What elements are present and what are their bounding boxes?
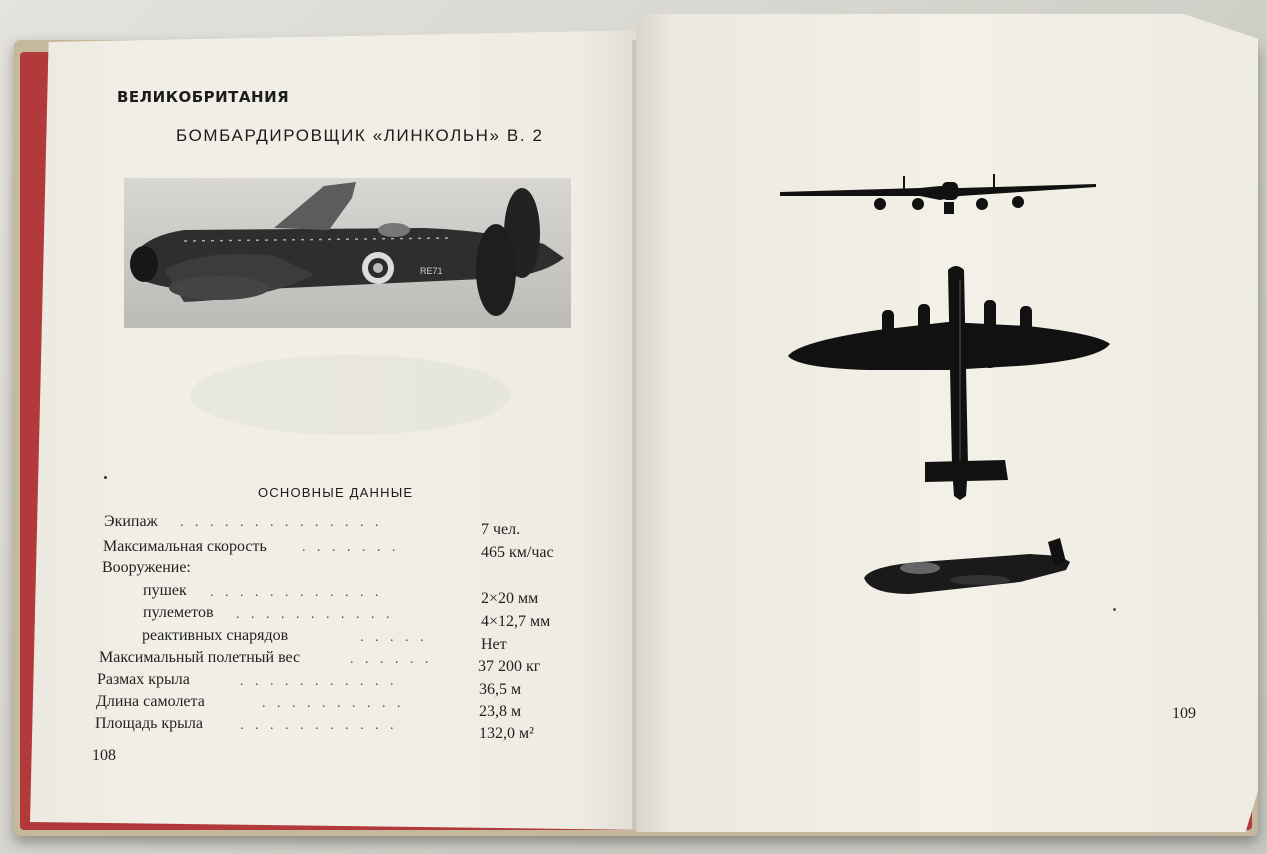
photo-code-text: RE71: [420, 266, 443, 276]
leader-dots: . . . . . . . . . . .: [240, 674, 398, 689]
spec-label: пушек: [143, 582, 187, 599]
spec-label: Максимальный полетный вес: [99, 649, 301, 666]
ink-speck: [1113, 608, 1116, 611]
aircraft-photo-drawing: [124, 178, 571, 328]
spec-label: Длина самолета: [96, 693, 205, 710]
spec-label: Вооружение:: [102, 559, 191, 576]
side-view-silhouette: [864, 538, 1070, 594]
spec-label: Максимальная скорость: [103, 538, 267, 555]
leader-dots: . . . . . . . . . .: [262, 696, 405, 711]
page-number-left: 108: [92, 747, 116, 764]
spec-label: реактивных снарядов: [142, 627, 289, 644]
aircraft-silhouettes: [770, 170, 1110, 610]
spec-label: Экипаж: [104, 513, 158, 530]
aircraft-title: БОМБАРДИРОВЩИК «ЛИНКОЛЬН» В. 2: [176, 126, 544, 145]
front-view-silhouette: [780, 174, 1096, 214]
aircraft-photo: [124, 178, 571, 328]
leader-dots: . . . . . . . . . . .: [236, 607, 394, 622]
spec-value: Нет: [481, 636, 507, 653]
specs-heading: ОСНОВНЫЕ ДАННЫЕ: [258, 485, 414, 500]
leader-dots: . . . . . . . . . . . . . .: [180, 515, 383, 530]
spec-value: 2×20 мм: [481, 590, 539, 607]
spec-label: Размах крыла: [97, 671, 190, 688]
spec-value: 37 200 кг: [478, 658, 541, 675]
spec-value: 465 км/час: [481, 544, 554, 561]
spec-label: пулеметов: [143, 604, 214, 621]
spec-value: 23,8 м: [479, 703, 522, 720]
spec-value: 36,5 м: [479, 681, 522, 698]
ink-speck: [104, 476, 107, 479]
leader-dots: . . . . . . . . . . .: [240, 718, 398, 733]
spec-label: Площадь крыла: [95, 715, 204, 732]
leader-dots: . . . . . . .: [302, 540, 400, 555]
bleed-through-shadow: [190, 355, 510, 435]
spec-value: 4×12,7 мм: [481, 613, 551, 630]
top-view-silhouette: [788, 266, 1110, 500]
leader-dots: . . . . . . . . . . . .: [210, 585, 383, 600]
spec-value: 132,0 м²: [479, 725, 534, 742]
country-heading: ВЕЛИКОБРИТАНИЯ: [117, 88, 290, 106]
leader-dots: . . . . . .: [350, 652, 433, 667]
spec-value: 7 чел.: [481, 521, 521, 538]
leader-dots: . . . . .: [360, 630, 428, 645]
page-number-right: 109: [1172, 705, 1196, 722]
